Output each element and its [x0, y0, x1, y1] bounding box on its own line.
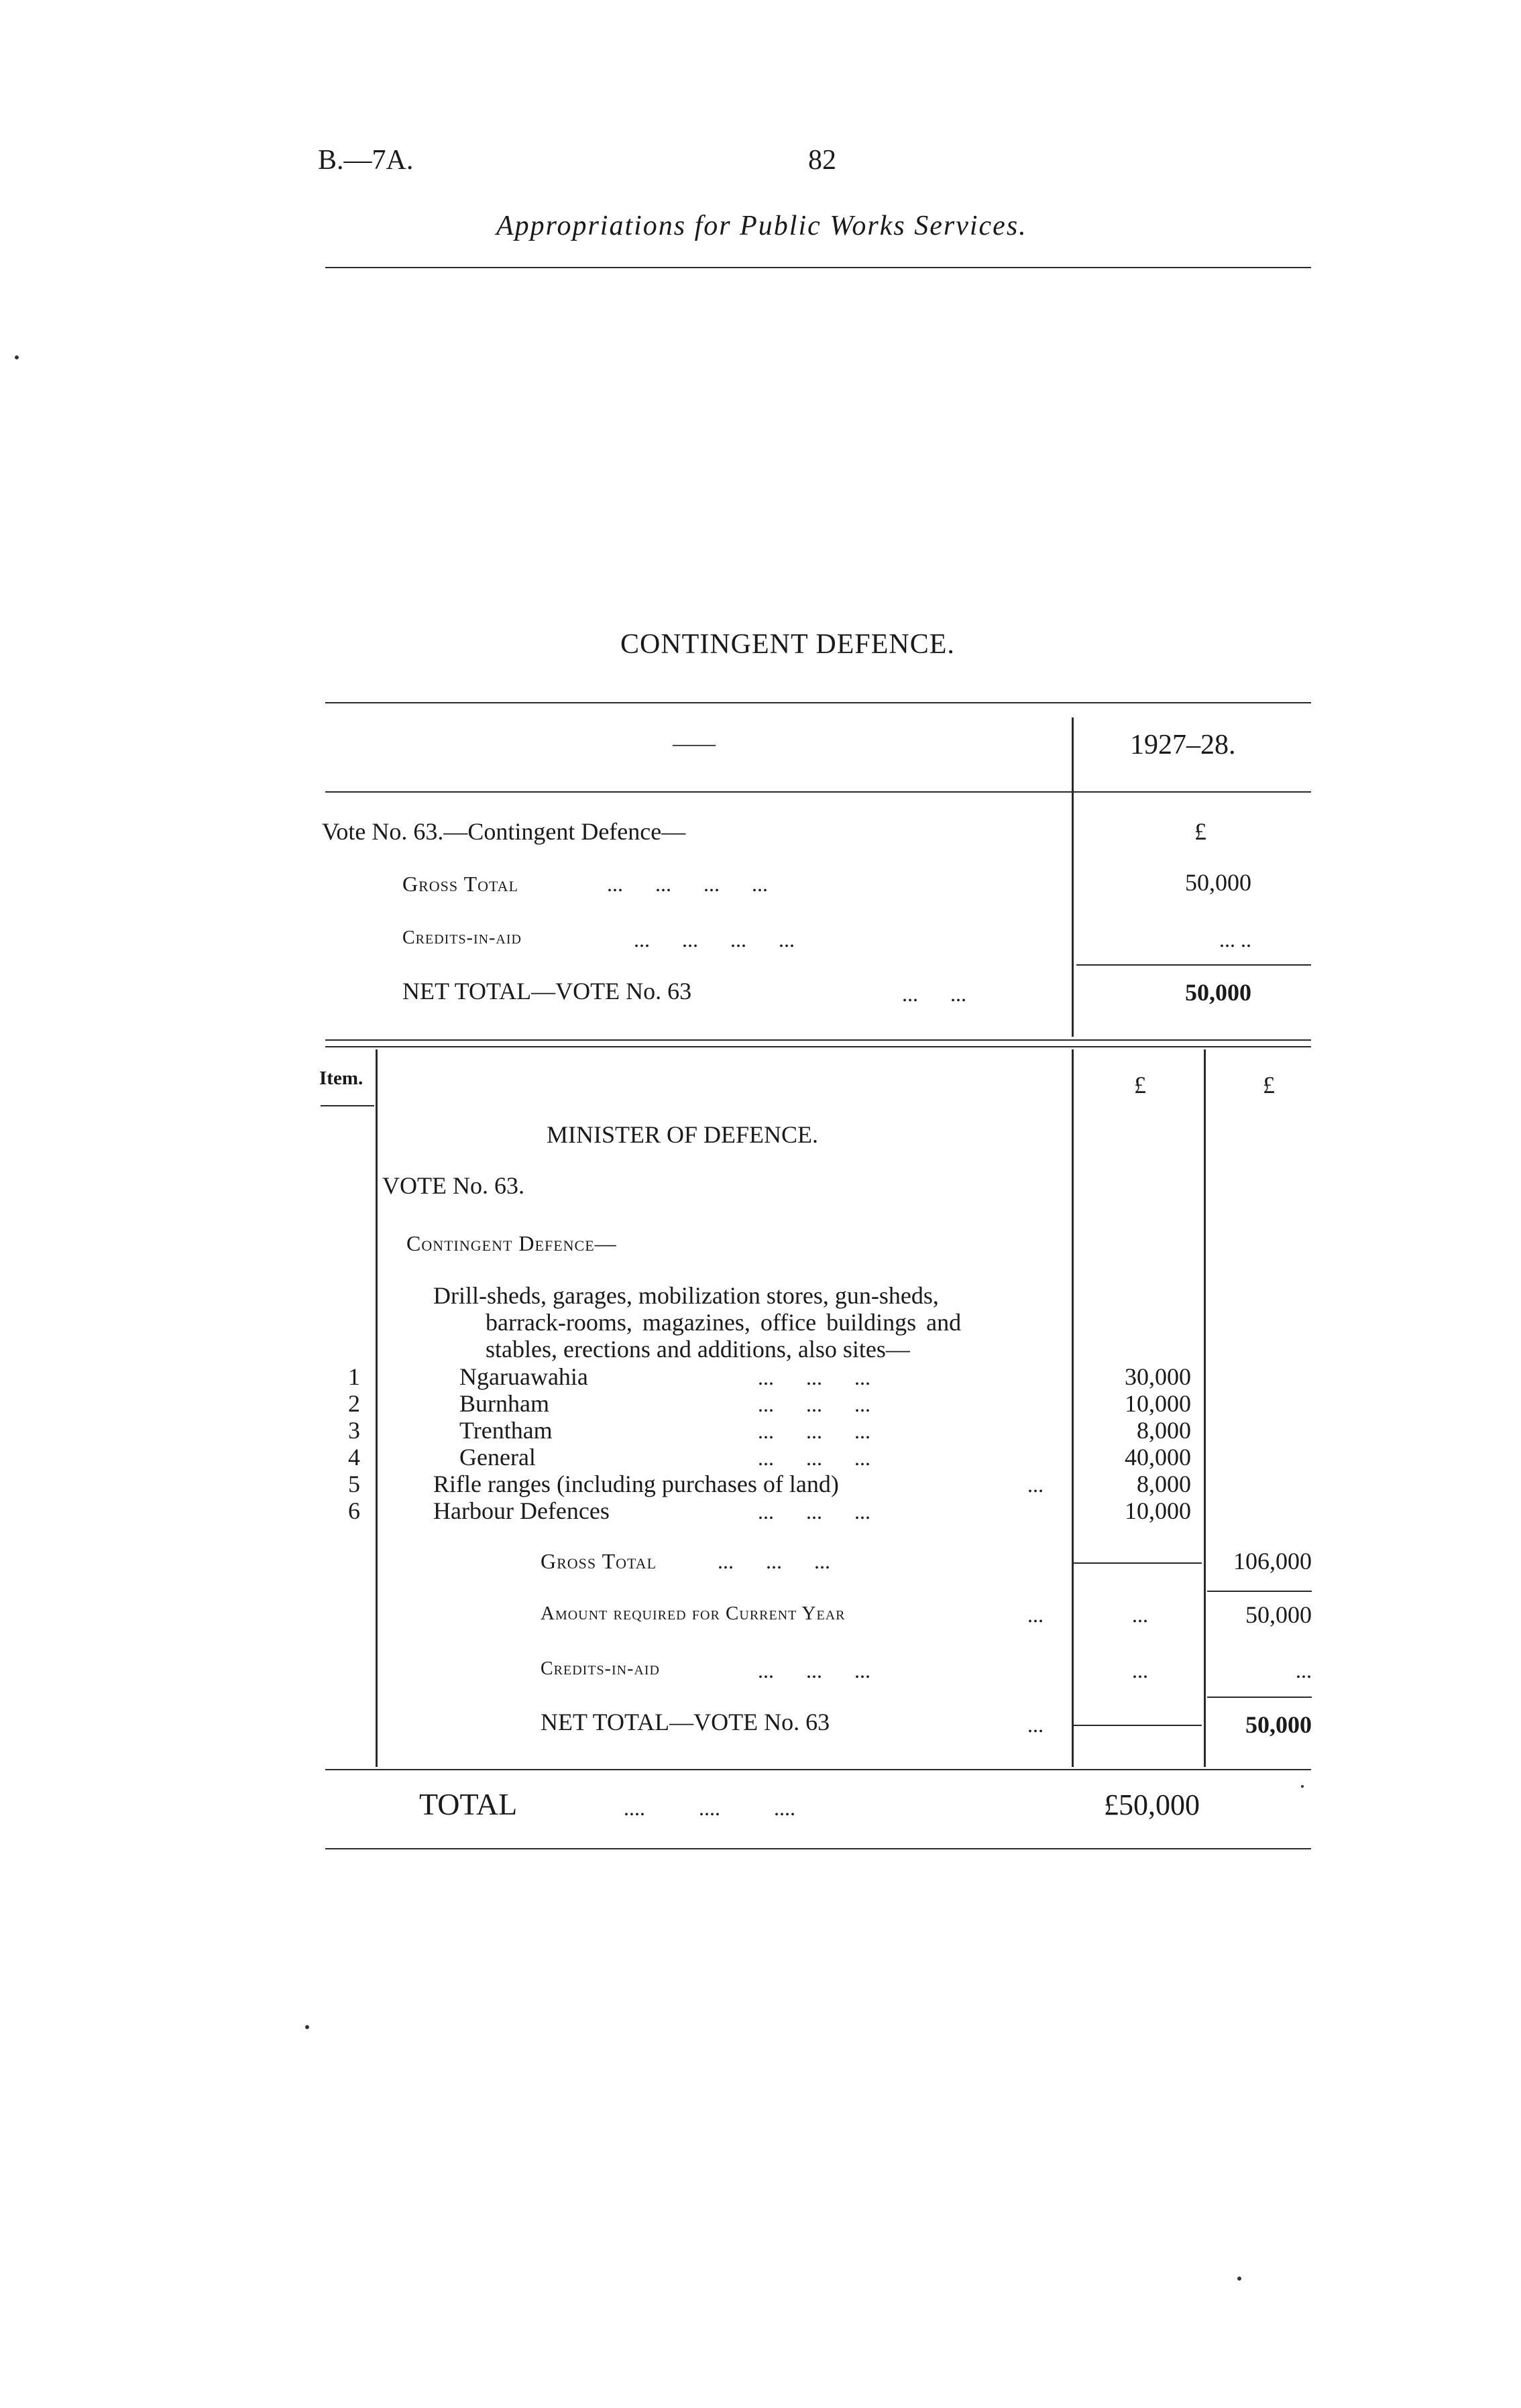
summary-credits-label: Credits-in-aid — [402, 927, 522, 948]
detail-currency-col1: £ — [1134, 1072, 1146, 1098]
detail-gross-rule — [1073, 1562, 1202, 1564]
item-label: General — [459, 1444, 536, 1471]
detail-credits-col1: ... — [1132, 1658, 1148, 1682]
detail-vote-heading: VOTE No. 63. — [382, 1172, 524, 1199]
detail-net-rule — [1073, 1725, 1202, 1726]
item-number: 1 — [348, 1363, 360, 1390]
detail-gross-total-dots: ... ... ... — [718, 1549, 830, 1573]
detail-description-line: Drill-sheds, garages, mobilization stores, gun-sheds, — [433, 1282, 939, 1309]
item-number: 6 — [348, 1497, 360, 1524]
detail-credits-rule — [1207, 1697, 1312, 1698]
detail-gross-total-label: Gross Total — [541, 1549, 657, 1573]
item-dots: ... ... ... — [758, 1499, 870, 1524]
item-number: 5 — [348, 1471, 360, 1497]
detail-net-total-label: NET TOTAL—VOTE No. 63 — [541, 1709, 830, 1735]
detail-currency-col2: £ — [1263, 1072, 1275, 1098]
detail-column1-divider — [1072, 1049, 1074, 1767]
detail-top-rule — [325, 1046, 1311, 1047]
summary-net-rule — [1076, 964, 1311, 966]
item-label: Burnham — [459, 1390, 549, 1417]
detail-item-heading: Item. — [319, 1068, 363, 1089]
detail-item-heading-rule — [321, 1105, 374, 1106]
detail-credits-label: Credits-in-aid — [541, 1658, 660, 1679]
summary-column-divider — [1072, 718, 1074, 1037]
detail-amount-required-dots: ... — [1027, 1603, 1044, 1627]
detail-amount-required-label: Amount required for Current Year — [541, 1603, 846, 1624]
summary-currency: £ — [1194, 818, 1206, 845]
item-amount: 40,000 — [1125, 1444, 1191, 1471]
document-reference: B.—7A. — [318, 145, 414, 176]
item-amount: 30,000 — [1125, 1363, 1191, 1390]
summary-net-total-value: 50,000 — [1185, 979, 1251, 1006]
item-number: 3 — [348, 1417, 360, 1444]
summary-gross-total-value: 50,000 — [1185, 869, 1251, 896]
summary-credits-dots: ... ... ... ... — [634, 927, 795, 952]
summary-bottom-rule — [325, 1039, 1311, 1041]
section-title: CONTINGENT DEFENCE. — [620, 629, 955, 660]
item-label: Harbour Defences — [433, 1497, 610, 1524]
summary-net-total-label: NET TOTAL—VOTE No. 63 — [402, 978, 692, 1005]
detail-column2-divider — [1204, 1049, 1206, 1767]
detail-amount-rule — [1207, 1591, 1312, 1592]
grand-total-bottom-rule — [325, 1848, 1311, 1849]
summary-heading-rule — [325, 791, 1311, 793]
item-dots: ... ... ... — [758, 1446, 870, 1470]
detail-credits-col2: ... — [1296, 1658, 1312, 1682]
scan-speck — [305, 2025, 309, 2029]
detail-description-line: stables, erections and additions, also sites— — [486, 1336, 910, 1363]
scan-speck — [15, 355, 19, 359]
detail-description-line: barrack-rooms, magazines, office buildings and — [486, 1309, 962, 1336]
summary-gross-total-dots: ... ... ... ... — [607, 872, 768, 896]
detail-credits-dots: ... ... ... — [758, 1658, 870, 1682]
item-amount: 10,000 — [1125, 1390, 1191, 1417]
item-amount: 10,000 — [1125, 1497, 1191, 1524]
item-amount: 8,000 — [1137, 1417, 1191, 1444]
summary-blank-heading: —— — [673, 731, 716, 755]
page-subtitle: Appropriations for Public Works Services. — [496, 211, 1027, 241]
header-rule — [325, 267, 1311, 268]
detail-amount-required-col1: ... — [1132, 1603, 1148, 1627]
detail-item-column-divider — [376, 1049, 378, 1767]
grand-total-label: TOTAL — [419, 1787, 518, 1821]
item-label: Ngaruawahia — [459, 1363, 588, 1390]
scan-speck — [1301, 1785, 1304, 1788]
summary-gross-total-label: Gross Total — [402, 872, 519, 896]
summary-year-heading: 1927–28. — [1130, 730, 1236, 760]
item-label: Rifle ranges (including purchases of land) — [433, 1471, 839, 1497]
item-label: Trentham — [459, 1417, 553, 1444]
item-amount: 8,000 — [1137, 1471, 1191, 1497]
page-number: 82 — [808, 145, 836, 176]
item-dots: ... ... ... — [758, 1419, 870, 1443]
summary-vote-label: Vote No. 63.—Contingent Defence— — [322, 818, 686, 845]
detail-sub-heading: Contingent Defence— — [406, 1231, 617, 1255]
summary-top-rule — [325, 702, 1311, 703]
detail-net-total-col2: 50,000 — [1245, 1711, 1312, 1738]
item-dots: ... ... ... — [758, 1365, 870, 1389]
summary-credits-value: ... .. — [1219, 927, 1251, 952]
item-dots: ... — [1027, 1473, 1044, 1497]
detail-bottom-rule — [325, 1769, 1311, 1770]
item-number: 2 — [348, 1390, 360, 1417]
scan-speck — [1237, 2277, 1241, 2281]
detail-amount-required-col2: 50,000 — [1245, 1601, 1312, 1628]
summary-net-total-dots: ... ... — [902, 982, 966, 1006]
item-number: 4 — [348, 1444, 360, 1471]
grand-total-value: £50,000 — [1104, 1788, 1200, 1821]
item-dots: ... ... ... — [758, 1392, 870, 1416]
detail-net-total-dots: ... — [1027, 1713, 1044, 1737]
detail-minister-heading: MINISTER OF DEFENCE. — [547, 1121, 819, 1148]
detail-gross-total-col2: 106,000 — [1233, 1548, 1312, 1574]
grand-total-dots: .... .... .... — [624, 1796, 795, 1820]
